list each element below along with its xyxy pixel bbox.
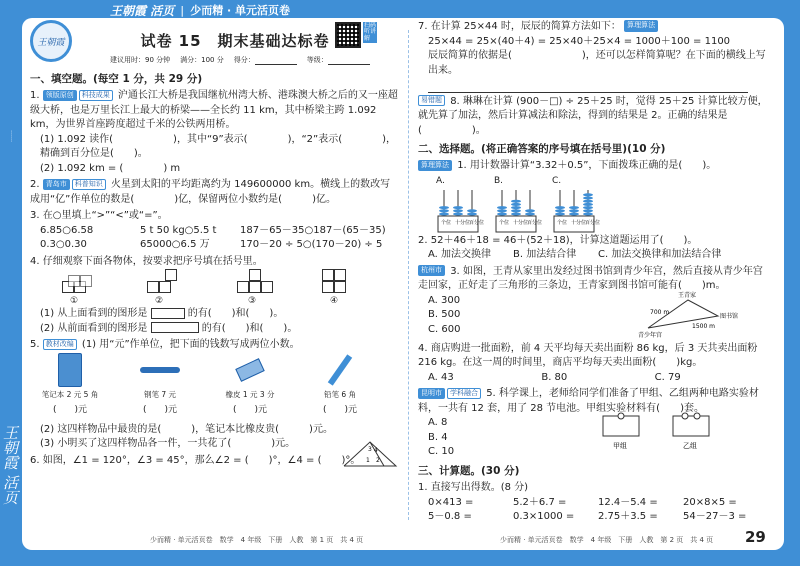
calc-row bbox=[418, 496, 768, 511]
left-column bbox=[30, 68, 400, 468]
score-blank[interactable] bbox=[255, 57, 297, 65]
choice-3-body bbox=[418, 291, 768, 340]
tag: 科技成果 bbox=[79, 90, 113, 101]
angle-figure bbox=[340, 438, 400, 468]
option[interactable]: A. 加法交换律 bbox=[428, 249, 492, 261]
calc-item[interactable]: 5－0.8 = bbox=[428, 511, 472, 523]
group-label: 乙组 bbox=[683, 442, 697, 451]
abacus-option[interactable] bbox=[552, 174, 601, 235]
option-label: C. bbox=[552, 175, 562, 186]
option[interactable]: B. 500 bbox=[428, 309, 461, 321]
qr-code-icon[interactable] bbox=[335, 22, 361, 48]
angle-label: 3 bbox=[368, 445, 372, 453]
item-name: 铅笔 6 角 bbox=[323, 389, 357, 399]
item-answer[interactable]: ( )元 bbox=[142, 404, 178, 415]
tag: 杭州市 bbox=[418, 265, 445, 276]
question-text[interactable]: 3. 如图，王青从家里出发经过图书馆到青少年宫，然后直接从青少年宫走回家，正好走了三角形的三条边，王青家到图书馆可能有( )m。 bbox=[418, 265, 763, 292]
meta-score-label: 得分： bbox=[233, 56, 255, 64]
compare-item[interactable]: 6.85○6.58 bbox=[40, 224, 94, 236]
calc-item[interactable]: 12.4－5.4 = bbox=[598, 496, 658, 508]
option[interactable]: C. 加法交换律和加法结合律 bbox=[598, 249, 722, 261]
option[interactable]: A. 8 bbox=[428, 417, 448, 429]
option[interactable]: A. 300 bbox=[428, 294, 461, 306]
choice-2[interactable]: 2. 52＋46＋18 = 46＋(52＋18)，计算这道题运用了( )。 bbox=[418, 234, 698, 246]
option[interactable]: A. 43 bbox=[428, 371, 454, 383]
angle-label: 2 bbox=[376, 456, 380, 464]
question-part[interactable] bbox=[30, 322, 400, 337]
tag: 青岛市 bbox=[43, 179, 70, 190]
question-text[interactable]: 5. 科学课上，老师给同学们准备了甲组、乙组两种电路实验材料，一共有 12 套，用了 28 节电池。甲组实验材料有( )套。 bbox=[418, 388, 759, 414]
meta-time: 建议用时：90 分钟 bbox=[110, 56, 171, 64]
item-name: 钢笔 7 元 bbox=[143, 389, 177, 399]
item-answer[interactable]: ( )元 bbox=[322, 404, 358, 415]
item-pencil bbox=[305, 353, 375, 417]
tag: 科普知识 bbox=[72, 179, 106, 190]
header-separator: | bbox=[180, 3, 185, 17]
tag: 算理算法 bbox=[624, 20, 658, 31]
choice-options bbox=[418, 371, 768, 386]
question-part[interactable]: (2) 1.092 km = ( ) m bbox=[40, 162, 181, 174]
eraser-icon bbox=[235, 358, 264, 382]
question-part[interactable]: (3) 小明买了这四样物品各一件，一共花了( )元。 bbox=[40, 438, 296, 450]
calc-question: 1. 直接写出得数。(8 分) bbox=[418, 482, 529, 494]
option[interactable]: C. 79 bbox=[654, 371, 681, 383]
part-text: 的有( )和( )。 bbox=[201, 322, 298, 334]
footer-left: 少而精 · 单元活页卷 数学 4 年级 下册 人教 第 1 页 共 4 页 bbox=[150, 536, 364, 544]
calc-item[interactable]: 2.75＋3.5 = bbox=[598, 511, 658, 523]
abacus-option[interactable] bbox=[494, 174, 543, 235]
option[interactable]: B. 4 bbox=[428, 431, 448, 443]
cube-figures bbox=[30, 271, 400, 305]
abacus-icon bbox=[436, 188, 485, 234]
option[interactable]: C. 600 bbox=[428, 323, 461, 335]
abacus-place-label: 十分位 bbox=[455, 220, 471, 227]
map-label: 王青家 bbox=[678, 291, 697, 299]
exam-meta bbox=[110, 55, 390, 65]
circuit-figure bbox=[593, 410, 743, 454]
meta-grade-label: 等级： bbox=[306, 56, 328, 64]
question-4: 4. 仔细观察下面各物体，按要求把序号填在括号里。 bbox=[30, 255, 263, 267]
footer-right: 少而精 · 单元活页卷 数学 4 年级 下册 人教 第 2 页 共 4 页 bbox=[500, 536, 714, 544]
question-part[interactable] bbox=[30, 307, 400, 322]
calc-item[interactable]: 0.3×1000 = bbox=[513, 511, 575, 523]
figure-label: ④ bbox=[330, 296, 339, 307]
qr-label: 扫码听讲解 bbox=[364, 22, 377, 42]
question-3: 3. 在○里填上“>”“<”或“=”。 bbox=[30, 210, 168, 222]
question-text: (1) 用“元”作单位，把下面的钱数写成两位小数。 bbox=[81, 339, 300, 351]
compare-item[interactable]: 170－20 ÷ 5○(170－20) ÷ 5 bbox=[240, 239, 383, 251]
route-map bbox=[608, 290, 748, 340]
question-part[interactable]: 辰辰简算的依据是( )，还可以怎样简算呢？在下面的横线上写出来。 bbox=[428, 50, 766, 76]
cube-figure-1 bbox=[60, 271, 100, 295]
tag: 领版原创 bbox=[43, 90, 77, 101]
compare-item[interactable]: 187－65－35○187－(65－35) bbox=[240, 224, 386, 236]
abacus-place-label: 十分位 bbox=[571, 220, 587, 227]
group-label: 甲组 bbox=[613, 442, 627, 451]
question-2: 2. 青岛市 科普知识 火星到太阳的平均距离约为 149600000 km。横线上的数改写成用“亿”作单位的数是( )亿，保留两位小数约是( )亿。 bbox=[30, 179, 391, 205]
map-label: 青少年宫 bbox=[638, 331, 663, 339]
item-notebook bbox=[35, 353, 105, 417]
item-eraser bbox=[215, 353, 285, 417]
bulb-icon bbox=[618, 413, 624, 419]
part-text: 的有( )和( )。 bbox=[187, 308, 284, 320]
question-5: 5. 教材改编 (1) 用“元”作单位，把下面的钱数写成两位小数。 bbox=[30, 339, 300, 351]
item-answer[interactable]: ( )元 bbox=[232, 404, 268, 415]
tag: 昆明市 bbox=[418, 388, 445, 399]
section-fill-blank: 一、填空题。(每空 1 分，共 29 分) bbox=[30, 73, 203, 85]
question-text[interactable]: 火星到太阳的平均距离约为 149600000 km。横线上的数改写成用“亿”作单位的数是( )亿，保留两位小数约是( )亿。 bbox=[30, 179, 391, 205]
tag: 易错题 bbox=[418, 95, 445, 106]
side-brand: 王朝霞 活页 bbox=[1, 425, 19, 505]
option-label: B. bbox=[494, 175, 504, 186]
price-items bbox=[30, 353, 400, 423]
option-label: A. bbox=[436, 175, 445, 186]
abacus-place-label: 百分位 bbox=[469, 220, 485, 227]
question-1: 1. 领版原创 科技成果 沪通长江大桥是我国继杭州湾大桥、港珠澳大桥之后的又一座超级大桥，也是万里长江上最大的桥梁——全长约 11 km，其中桥梁主跨 1.092 km，为世界首座跨度超过千米的公铁两用桥。 bbox=[30, 90, 398, 131]
question-6 bbox=[30, 445, 400, 469]
item-name: 笔记本 2 元 5 角 bbox=[41, 389, 99, 399]
compare-item[interactable]: 65000○6.5 万 bbox=[140, 239, 210, 251]
question-part[interactable]: (1) 1.092 读作( )，其中“9”表示( )，“2”表示( )，精确到百分位是( )。 bbox=[40, 133, 397, 160]
question-part[interactable]: (2) 这四样物品中最贵的是( )，笔记本比橡皮贵( )元。 bbox=[40, 423, 333, 435]
grade-blank[interactable] bbox=[328, 57, 370, 65]
question-8 bbox=[418, 95, 768, 139]
angle-label: 1 bbox=[366, 456, 370, 464]
option[interactable]: B. 80 bbox=[541, 371, 568, 383]
pen-icon bbox=[140, 367, 180, 373]
right-column bbox=[418, 18, 768, 525]
calc-line: 25×44 = 25×(40＋4) = 25×40＋25×4 = 1000＋100 = 1100 bbox=[428, 35, 731, 47]
compare-row bbox=[30, 224, 400, 239]
option[interactable]: B. 加法结合律 bbox=[513, 249, 577, 261]
abacus-place-label: 十分位 bbox=[513, 220, 529, 227]
question-text: 沪通长江大桥是我国继杭州湾大桥、港珠澳大桥之后的又一座超级大桥，也是万里长江上最大的桥梁——全长约 11 km，其中桥梁主跨 1.092 km，为世界首座跨度超过千米的公铁两用桥。 bbox=[30, 90, 398, 131]
part-text: (2) 从前面看到的图形是 bbox=[40, 322, 148, 334]
pencil-icon bbox=[328, 354, 352, 385]
tag: 算理算法 bbox=[418, 160, 452, 171]
angle-label: 4 bbox=[374, 446, 378, 454]
compare-item[interactable]: 5 t 50 kg○5.5 t bbox=[140, 224, 217, 236]
option[interactable]: C. 10 bbox=[428, 446, 455, 458]
map-label: 700 m bbox=[650, 308, 670, 316]
view-box bbox=[151, 322, 199, 333]
cube-figure-2 bbox=[145, 271, 185, 295]
abacus-place-label: 百分位 bbox=[527, 220, 543, 227]
page-number: 29 bbox=[745, 528, 766, 546]
abacus-icon bbox=[552, 188, 601, 234]
answer-line[interactable] bbox=[418, 78, 768, 93]
section-choice: 二、选择题。(将正确答案的序号填在括号里)(10 分) bbox=[418, 143, 666, 155]
tag: 教材改编 bbox=[43, 339, 77, 350]
question-text[interactable]: 1. 用计数器计算“3.32＋0.5”，下面拨珠正确的是( )。 bbox=[457, 160, 717, 172]
page-title: 试卷 15 期末基础达标卷 bbox=[140, 32, 330, 50]
calc-item[interactable]: 0×413 = bbox=[428, 496, 474, 508]
question-7 bbox=[418, 20, 768, 35]
abacus-icon bbox=[494, 188, 543, 234]
figure-label: ③ bbox=[248, 296, 257, 307]
choice-5-body bbox=[418, 416, 768, 460]
cube-figure-4 bbox=[320, 271, 360, 295]
section-calc: 三、计算题。(30 分) bbox=[418, 465, 520, 478]
question-text[interactable]: 8. 琳琳在计算 (900－□) ÷ 25＋25 时，觉得 25＋25 计算比较方便，就先算了加法，然后计算减法和除法，得到的结果是 2。正确的结果是( )。 bbox=[418, 95, 768, 136]
calc-item[interactable]: 54－27－3 = bbox=[683, 511, 747, 523]
map-label: 1500 m bbox=[692, 322, 716, 330]
tag: 学科融合 bbox=[447, 388, 481, 399]
abacus-place-label: 个位 bbox=[441, 220, 452, 227]
figure-label: ② bbox=[155, 296, 164, 307]
choice-4[interactable]: 4. 商店购进一批面粉，前 4 天平均每天卖出面粉 86 kg，后 3 天共卖出面粉 216 kg。在这一周的时间里，商店平均每天卖出面粉( )kg。 bbox=[418, 342, 758, 369]
compare-row bbox=[30, 238, 400, 253]
abacus-place-label: 个位 bbox=[499, 220, 510, 227]
calc-row bbox=[418, 510, 768, 525]
spine-text: …… bbox=[9, 130, 16, 142]
header-series: 少而精 · 单元活页卷 bbox=[190, 4, 291, 17]
choice-1 bbox=[418, 159, 768, 174]
choice-options bbox=[418, 248, 768, 263]
compare-item[interactable]: 0.3○0.30 bbox=[40, 239, 87, 251]
abacus-option[interactable] bbox=[436, 174, 485, 235]
map-label: 图书馆 bbox=[720, 312, 739, 320]
notebook-icon bbox=[58, 353, 82, 387]
calc-item[interactable]: 5.2＋6.7 = bbox=[513, 496, 567, 508]
question-text[interactable]: 6. 如图，∠1 = 120°，∠3 = 45°，那么∠2 = ( )°，∠4 = ( )°。 bbox=[30, 454, 361, 466]
abacus-place-label: 百分位 bbox=[585, 220, 601, 227]
header-brand: 王朝霞 活页 bbox=[110, 3, 175, 18]
column-divider bbox=[408, 30, 409, 520]
abacus-place-label: 个位 bbox=[557, 220, 568, 227]
question-text: 7. 在计算 25×44 时，辰辰的简算方法如下： bbox=[418, 21, 621, 32]
item-name: 橡皮 1 元 3 分 bbox=[225, 389, 275, 399]
view-box bbox=[151, 308, 185, 319]
calc-item[interactable]: 20×8×5 = bbox=[683, 496, 737, 508]
part-text: (1) 从上面看到的图形是 bbox=[40, 308, 148, 320]
figure-label: ① bbox=[70, 296, 79, 307]
brand-logo: 王朝霞 bbox=[30, 20, 72, 62]
abacus-options bbox=[418, 174, 768, 232]
meta-score: 满分：100 分 bbox=[180, 56, 224, 64]
cube-figure-3 bbox=[235, 271, 275, 295]
item-answer[interactable]: ( )元 bbox=[52, 404, 88, 415]
item-pen bbox=[125, 353, 195, 417]
header-strip bbox=[110, 0, 400, 20]
